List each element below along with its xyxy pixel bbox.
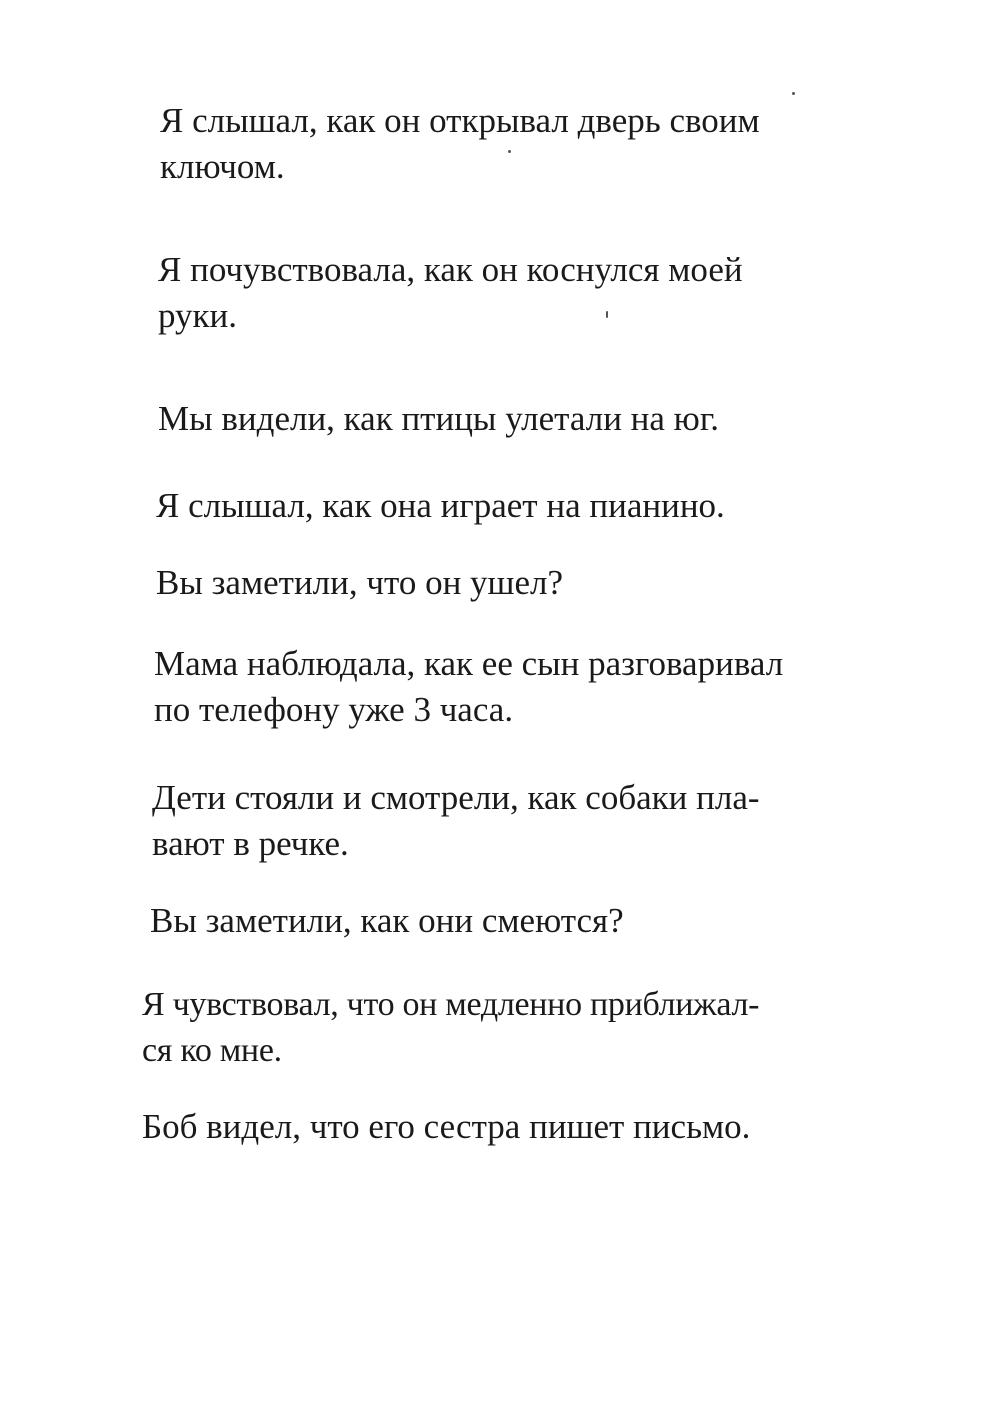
sentence-6 bbox=[154, 641, 783, 733]
sentence-7 bbox=[152, 775, 760, 867]
scan-speck bbox=[606, 311, 608, 318]
sentence-10 bbox=[142, 1104, 750, 1150]
sentence-8-line-1: Вы заметили, как они смеются? bbox=[150, 901, 624, 940]
sentence-9-line-1: Я чувствовал, что он медленно приближал- bbox=[142, 986, 760, 1023]
sentence-6-line-1: Мама наблюдала, как ее сын разговаривал bbox=[154, 644, 784, 683]
sentence-7-line-1: Дети стояли и смотрели, как собаки пла- bbox=[152, 778, 760, 817]
sentence-8 bbox=[150, 898, 624, 944]
sentence-2-line-2: руки. bbox=[158, 296, 238, 335]
sentence-7-line-2: вают в речке. bbox=[152, 824, 349, 863]
sentence-10-line-1: Боб видел, что его сестра пишет письмо. bbox=[142, 1107, 751, 1146]
sentence-1 bbox=[160, 98, 760, 190]
sentence-9-line-2: ся ко мне. bbox=[142, 1032, 282, 1069]
sentence-2 bbox=[158, 247, 743, 339]
sentence-3 bbox=[158, 396, 719, 442]
sentence-4-line-1: Я слышал, как она играет на пианино. bbox=[156, 486, 725, 525]
sentence-5-line-1: Вы заметили, что он ушел? bbox=[156, 563, 564, 602]
sentence-2-line-1: Я почувствовала, как он коснулся моей bbox=[158, 250, 743, 289]
scan-speck bbox=[508, 150, 511, 153]
sentence-9 bbox=[142, 982, 759, 1074]
sentence-1-line-2: ключом. bbox=[160, 147, 285, 186]
sentence-4 bbox=[156, 483, 725, 529]
sentence-1-line-1: Я слышал, как он открывал дверь своим bbox=[160, 101, 760, 140]
sentence-3-line-1: Мы видели, как птицы улетали на юг. bbox=[158, 399, 719, 438]
scan-speck bbox=[792, 92, 795, 95]
sentence-6-line-2: по телефону уже 3 часа. bbox=[154, 690, 514, 729]
sentence-5 bbox=[156, 560, 563, 606]
